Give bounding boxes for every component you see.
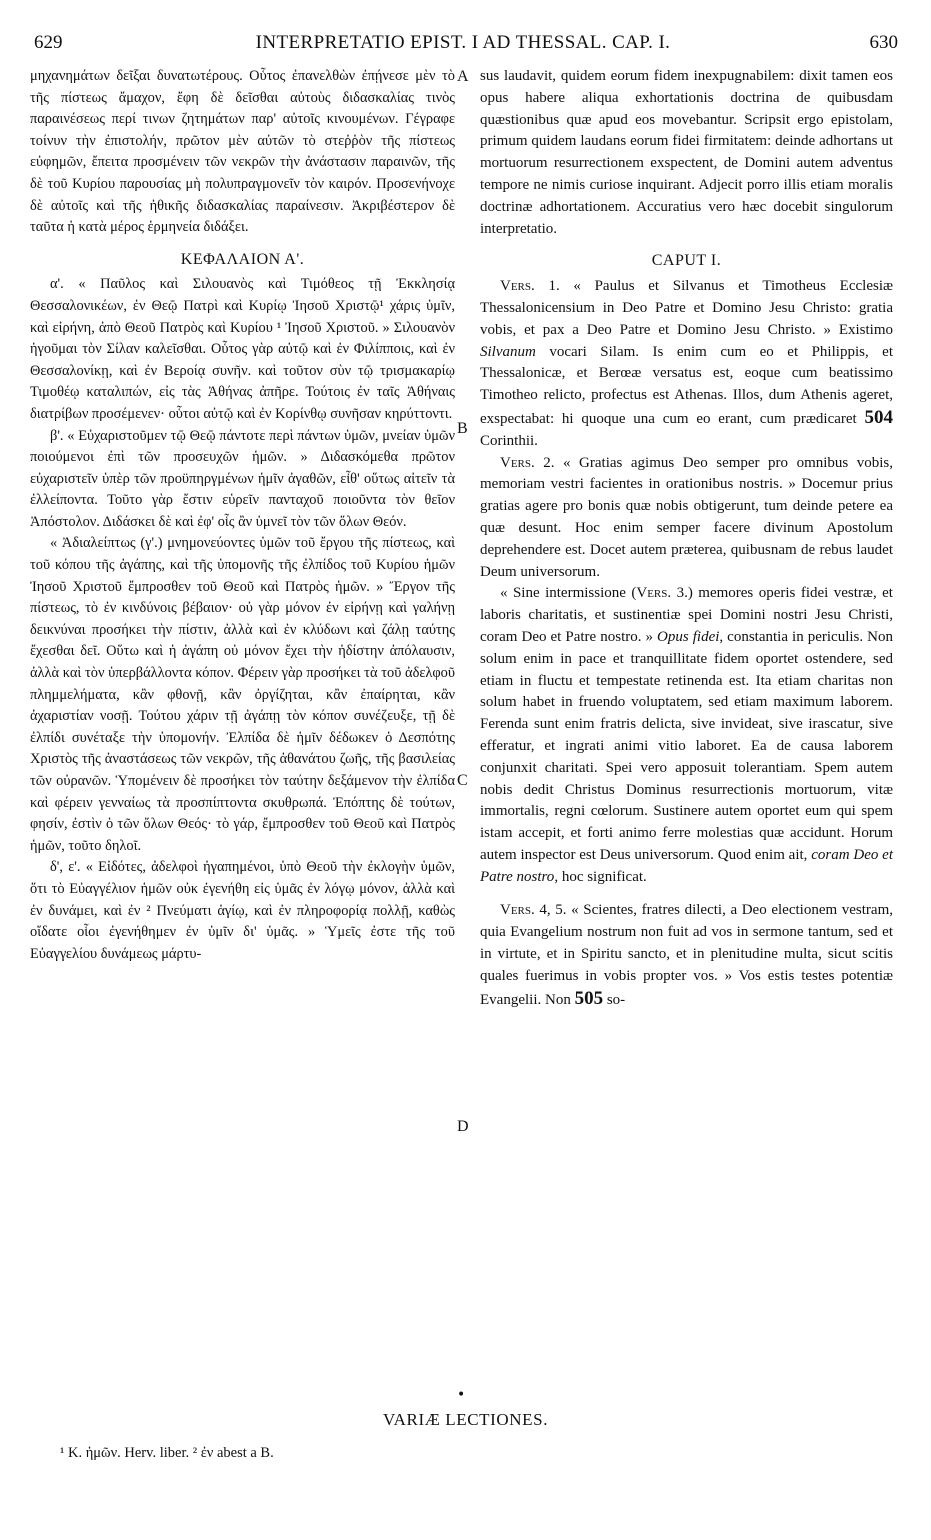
latin-verse-1-text-a: « Paulus et Silvanus et Timotheus Ecclesiæ Thessalonicensium in Deo Patre et Domino Jesu Christo: gratia vobis, et pax a Deo Patre et Domino Jesu Christo. » Existimo	[480, 278, 893, 338]
column-number: 505	[574, 987, 604, 1009]
latin-verse-1-text-b: vocari Silam. Is enim cum eo et Philippis, et Thessalonicæ, et Berœæ versatus est, eoque cum beatissimo Timotheo relicto, profectus est Athenas. Illos, dum Athenis ageret, exspectabat: hi quoque una cum eo erant, cum prædicaret	[480, 343, 894, 427]
latin-verse-3	[480, 583, 893, 888]
latin-verse-1-emphasis: Silvanum	[480, 343, 536, 360]
latin-verse-4-5-text-b: so-	[606, 991, 626, 1008]
latin-verse-3-text-b: ) memores operis fidei vestræ, et laboris charitatis, et sustinentiæ spei Domini nostri Jesu Christi, coram Deo et Patre nostro. »	[480, 585, 893, 645]
greek-column	[30, 66, 455, 965]
page-number-left: 629	[34, 32, 63, 53]
latin-verse-4-5-text-a: « Scientes, fratres dilecti, a Deo electionem vestram, quia Evangelium nostrum non fuit ad vos in sermone tantum, sed et in virtute, et in Spiritu sancto, et in plenitudine multa, sicut scitis quales fuerimus in vobis propter vos. » Vos estis testes potentiæ Evangelii. Non	[480, 902, 894, 1008]
latin-intro-paragraph: sus laudavit, quidem eorum fidem inexpugnabilem: dixit tamen eos opus habere aliqua exhortationis doctrina de quibusdam quæstionibus quæ apud eos movebantur. Scripsit ergo epistolam, primum quidem laudans eorum fidei firmitatem: deinde adhortans ut mortuorum resurrectionem exspectent, de Domini autem adventus tempore ne nimis curiose inquirant. Adjecit porro illis etiam moralis doctrinæ adhortationem. Accuratius vero hæc docebit singulorum interpretatio.	[480, 68, 893, 237]
margin-marker-a: A	[457, 68, 469, 85]
margin-marker-b: B	[457, 420, 468, 437]
greek-intro-paragraph: μηχανημάτων δεῖξαι δυνατωτέρους. Οὗτος ἐπανελθὼν ἐπῄνεσε μὲν τὸ τῆς πίστεως ἄμαχον, ἔφη δὲ δεῖσθαι αὐτοὺς διδασκαλίας τινὸς παραινέσεως περί τινων ζητημάτων παρ' αὐτοῖς κινουμένων. Γέγραφε τοίνυν τὴν ἐπιστολήν, πρῶτον μὲν αὐτῶν τὸ στεῤῥὸν τῆς πίστεως εὐφημῶν, ἔπειτα προσμένειν τῶν νεκρῶν τὴν ἀνάστασιν παραινῶν, τῆς δὲ τοῦ Κυρίου παρουσίας μὴ πολυπραγμονεῖν τὸν καιρόν. Προσενήνοχε δὲ αὐτοῖς καὶ τῆς ἠθικῆς διδασκαλίας παραίνεσιν. Ἀκριβέστερον δὲ ταῦτα ἡ κατὰ μέρος ἑρμηνεία διδάξει.	[30, 68, 455, 236]
greek-chapter-heading: ΚΕΦΑΛΑΙΟΝ Α'.	[180, 250, 305, 268]
latin-verse-3-emphasis: Opus fidei	[657, 628, 720, 645]
variae-lectiones-heading: VARIÆ LECTIONES.	[382, 1410, 549, 1429]
latin-column	[480, 66, 893, 1011]
latin-verse-3-text-c: , constantia in periculis. Non solum enim in pace et tranquillitate fidem oportet ostendere, sed etiam in fluctu et tempestate retinenda est. Ita etiam charitas non solum habet in fruendo voluptatem, sed etiam maximum laborem. Ferenda sunt enim fratris delicta, sive invideat, sive irascatur, sive efferatur, et ingrati animi vitio laboret. Ea de causa laborem conjunxit charitati. Spei vero apposuit tolerantiam. Spem autem nobis dedit Christus Dominus resurrectionis mortuorum, vitæ immortalis, regni cœlorum. Sustinere autem oportet eum qui spem istam accepit, et forti animo ferre molestias quæ accidunt. Horum autem inspector est Deus universorum. Quod enim ait,	[480, 628, 893, 863]
verse-label: Vers. 1.	[500, 278, 560, 295]
greek-verse-2: β'. « Εὐχαριστοῦμεν τῷ Θεῷ πάντοτε περὶ πάντων ὑμῶν, μνείαν ὑμῶν ποιούμενοι ἐπὶ τῶν προσευχῶν ἡμῶν. » Διδασκόμεθα πρῶτον εὐχαριστεῖν ὑπὲρ τῶν προϋπηργμένων ἡμῖν ἀγαθῶν, εἶθ' οὕτως αἰτεῖν τὰ ἐλλείποντα. Τοῦτο γὰρ ἔστιν εὑρεῖν πανταχοῦ ποιοῦντα τὸν θεῖον Ἀπόστολον. Διδάσκει δὲ καὶ ἐφ' οἷς ἂν ὑμνεῖ τὸν τῶν ὅλων Θεόν.	[30, 427, 455, 530]
latin-verse-1-text-c: Corinthii.	[480, 432, 538, 449]
latin-verse-2-text: « Gratias agimus Deo semper pro omnibus vobis, memoriam vestri facientes in orationibus nostris. » Docemur prius gratias agere pro bonis quæ nobis obtigerunt, tum deinde petere ea quæ desunt. Hoc enim semper facere divinum Apostolum deprehendere est. Docet autem præterea, quibusnam de rebus laudet Deum universorum.	[480, 454, 894, 580]
separator-dot-icon: •	[457, 1387, 466, 1403]
verse-label: Vers. 3.	[636, 585, 688, 602]
latin-verse-2	[480, 453, 893, 584]
verse-label: Vers. 4, 5.	[500, 902, 567, 919]
running-header	[28, 32, 898, 58]
verse-label: Vers. 2.	[500, 454, 555, 471]
latin-verse-4-5	[480, 900, 893, 1011]
margin-marker-c: C	[457, 772, 468, 789]
margin-marker-d: D	[457, 1118, 469, 1135]
footnotes: ¹ K. ἡμῶν. Herv. liber. ² ἐν abest a B.	[60, 1445, 274, 1461]
latin-verse-3-emphasis-2: coram Deo et Patre nostro	[480, 846, 893, 885]
latin-verse-1	[480, 276, 893, 452]
running-title: INTERPRETATIO EPIST. I AD THESSAL. CAP. I.	[255, 32, 671, 53]
greek-verse-3: « Ἀδιαλείπτως (γ'.) μνημονεύοντες ὑμῶν τοῦ ἔργου τῆς πίστεως, καὶ τοῦ κόπου τῆς ἀγάπης, καὶ τῆς ὑπομονῆς τῆς ἐλπίδος τοῦ Κυρίου ἡμῶν Ἰησοῦ Χριστοῦ ἔμπροσθεν τοῦ Θεοῦ καὶ Πατρὸς ἡμῶν. » Ἔργον τῆς πίστεως, τὸ ἐν κινδύνοις βέβαιον· οὐ γὰρ μόνον ἐν εἰρήνῃ καὶ γαλήνῃ δεικνύναι προσήκει τὴν πίστιν, ἀλλὰ καὶ ἐν κλύδωνι καὶ ζάλῃ ταύτης ἔχεσθαι δεῖ. Οὕτω καὶ ἡ ἀγάπη οὐ μόνον ἔχει τὴν ἡδίστην ἀπόλαυσιν, ἀλλὰ καὶ τὸν ὑπερβάλλοντα κόπον. Φέρειν γὰρ προσήκει τὰ τοῦ ἀδελφοῦ πλημμελήματα, κἂν φθονῇ, κἂν ὀργίζηται, κἂν ἐπαίρηται, κἂν ἀχαριστίαν νοσῇ. Τούτου χάριν τῇ ἀγάπῃ τὸν κόπον συνέζευξε, τῇ δὲ ἐλπίδι συνέταξε τὴν ὑπομονήν. Ἐλπίδα δὲ ἡμῖν δέδωκεν ὁ Δεσπότης Χριστὸς τῆς ἀναστάσεως τῶν νεκρῶν, τῆς ἀθανάτου ζωῆς, τῆς βασιλείας τῶν οὐρανῶν. Ὑπομένειν δὲ προσήκει τὸν ταύτην δεξάμενον τὴν ἐλπίδα καὶ φέρειν γενναίως τὰ προσπίπτοντα σκυθρωπά. Ἐπόπτης δὲ τούτων, φησίν, ἐστὶν ὁ τῶν ὅλων Θεός· τὸ γάρ, ἔμπροσθεν τοῦ Θεοῦ καὶ Πατρὸς ἡμῶν, τοῦτο δηλοῖ.	[30, 535, 455, 854]
column-number: 504	[864, 406, 894, 428]
latin-chapter-heading: CAPUT I.	[651, 252, 722, 270]
latin-verse-3-text-d: , hoc significat.	[554, 868, 647, 885]
page-number-right: 630	[869, 32, 898, 53]
latin-verse-3-text-a: « Sine intermissione (	[500, 585, 637, 602]
greek-verse-4-5: δ', ε'. « Εἰδότες, ἀδελφοὶ ἠγαπημένοι, ὑπὸ Θεοῦ τὴν ἐκλογὴν ὑμῶν, ὅτι τὸ Εὐαγγέλιον ἡμῶν οὐκ ἐγενήθη εἰς ὑμᾶς ἐν λόγῳ μόνον, ἀλλὰ καὶ ἐν δυνάμει, καὶ ἐν ² Πνεύματι ἁγίῳ, καὶ ἐν πληροφορίᾳ πολλῇ, καθὼς οἴδατε οἷοι ἐγενήθημεν ἐν ὑμῖν δι' ὑμᾶς. » Ὑμεῖς ἐστε τῆς τοῦ Εὐαγγελίου δυνάμεως μάρτυ-	[30, 859, 455, 962]
greek-verse-1: α'. « Παῦλος καὶ Σιλουανὸς καὶ Τιμόθεος τῇ Ἐκκλησίᾳ Θεσσαλονικέων, ἐν Θεῷ Πατρὶ καὶ Κυρίῳ Ἰησοῦ Χριστῷ¹ χάρις ὑμῖν, καὶ εἰρήνη, ἀπὸ Θεοῦ Πατρὸς καὶ Κυρίου ¹ Ἰησοῦ Χριστοῦ. » Σιλουανὸν ἡγοῦμαι τὸν Σίλαν καλεῖσθαι. Οὗτος γὰρ αὐτῷ καὶ ἐν Φιλίπποις, καὶ ἐν Θεσσαλονίκῃ, καὶ ἐν Βεροίᾳ συνῆν. καὶ τοῦτον σὺν τῷ τρισμακαρίῳ Τιμοθέῳ καταλιπών, εἰς τὰς Ἀθήνας ἀπῆρε. Τούτοις ἐν ταῖς Ἀθήναις διατρίβων προσέμενεν· οὗτοι αὐτῷ καὶ ἐν Κορίνθῳ συνῆσαν κηρύττοντι.	[30, 276, 455, 422]
